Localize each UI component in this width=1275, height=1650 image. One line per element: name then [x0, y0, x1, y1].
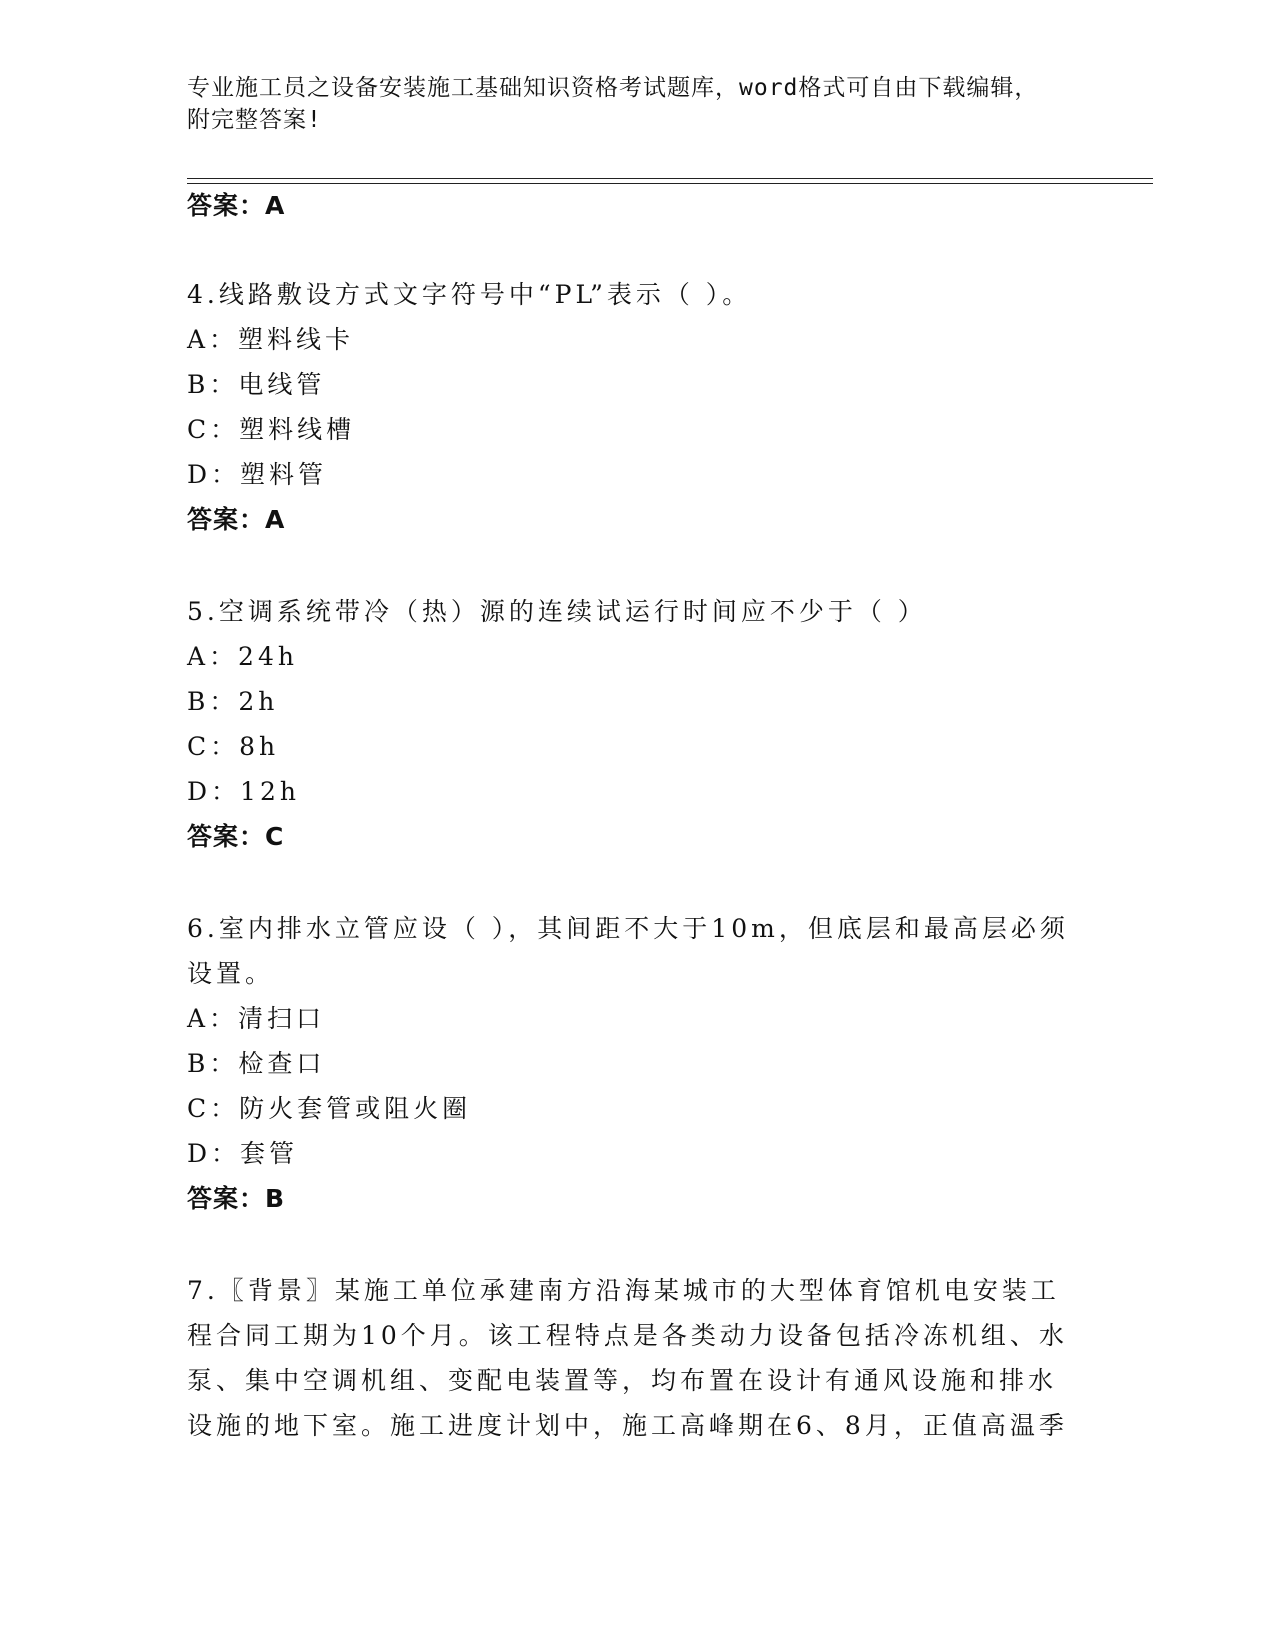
- document-header: [187, 72, 1067, 136]
- question-6-option-a: A：清扫口: [187, 1004, 326, 1033]
- question-6-stem-line-1: 6.室内排水立管应设（ ），其间距不大于10m，但底层和最高层必须: [187, 914, 1069, 943]
- header-line-1: 专业施工员之设备安装施工基础知识资格考试题库，word格式可自由下载编辑，: [187, 75, 1039, 101]
- question-6-option-c: C：防火套管或阻火圈: [187, 1094, 472, 1123]
- header-line-2: 附完整答案!: [187, 107, 322, 133]
- question-4-option-a: A：塑料线卡: [187, 325, 355, 354]
- question-4-answer: 答案：A: [187, 505, 286, 534]
- question-5-stem: 5.空调系统带冷（热）源的连续试运行时间应不少于（ ）: [187, 597, 927, 626]
- question-7-stem-line-2: 程合同工期为10个月。该工程特点是各类动力设备包括冷冻机组、水: [187, 1321, 1068, 1350]
- question-5-answer: 答案：C: [187, 822, 285, 851]
- header-divider-top: [187, 178, 1153, 179]
- question-6-answer: 答案：B: [187, 1184, 286, 1213]
- question-4-stem: 4.线路敷设方式文字符号中“PL”表示（ ）。: [187, 280, 752, 309]
- question-4-option-c: C：塑料线槽: [187, 415, 356, 444]
- previous-answer: 答案：A: [187, 191, 286, 220]
- question-6-option-b: B：检查口: [187, 1049, 326, 1078]
- question-5-option-d: D：12h: [187, 777, 300, 806]
- question-5-option-a: A：24h: [187, 642, 298, 671]
- question-5-option-b: B：2h: [187, 687, 279, 716]
- question-6-stem-line-2: 设置。: [187, 959, 275, 988]
- header-divider-bottom: [187, 183, 1153, 184]
- question-4-option-b: B：电线管: [187, 370, 326, 399]
- question-7-stem-line-3: 泵、集中空调机组、变配电装置等，均布置在设计有通风设施和排水: [187, 1366, 1058, 1395]
- question-7-stem-line-4: 设施的地下室。施工进度计划中，施工高峰期在6、8月，正值高温季: [187, 1411, 1068, 1440]
- question-7-stem-line-1: 7.〖背景〗某施工单位承建南方沿海某城市的大型体育馆机电安装工: [187, 1276, 1060, 1305]
- question-5-option-c: C：8h: [187, 732, 280, 761]
- question-6-option-d: D：套管: [187, 1139, 299, 1168]
- question-4-option-d: D：塑料管: [187, 460, 328, 489]
